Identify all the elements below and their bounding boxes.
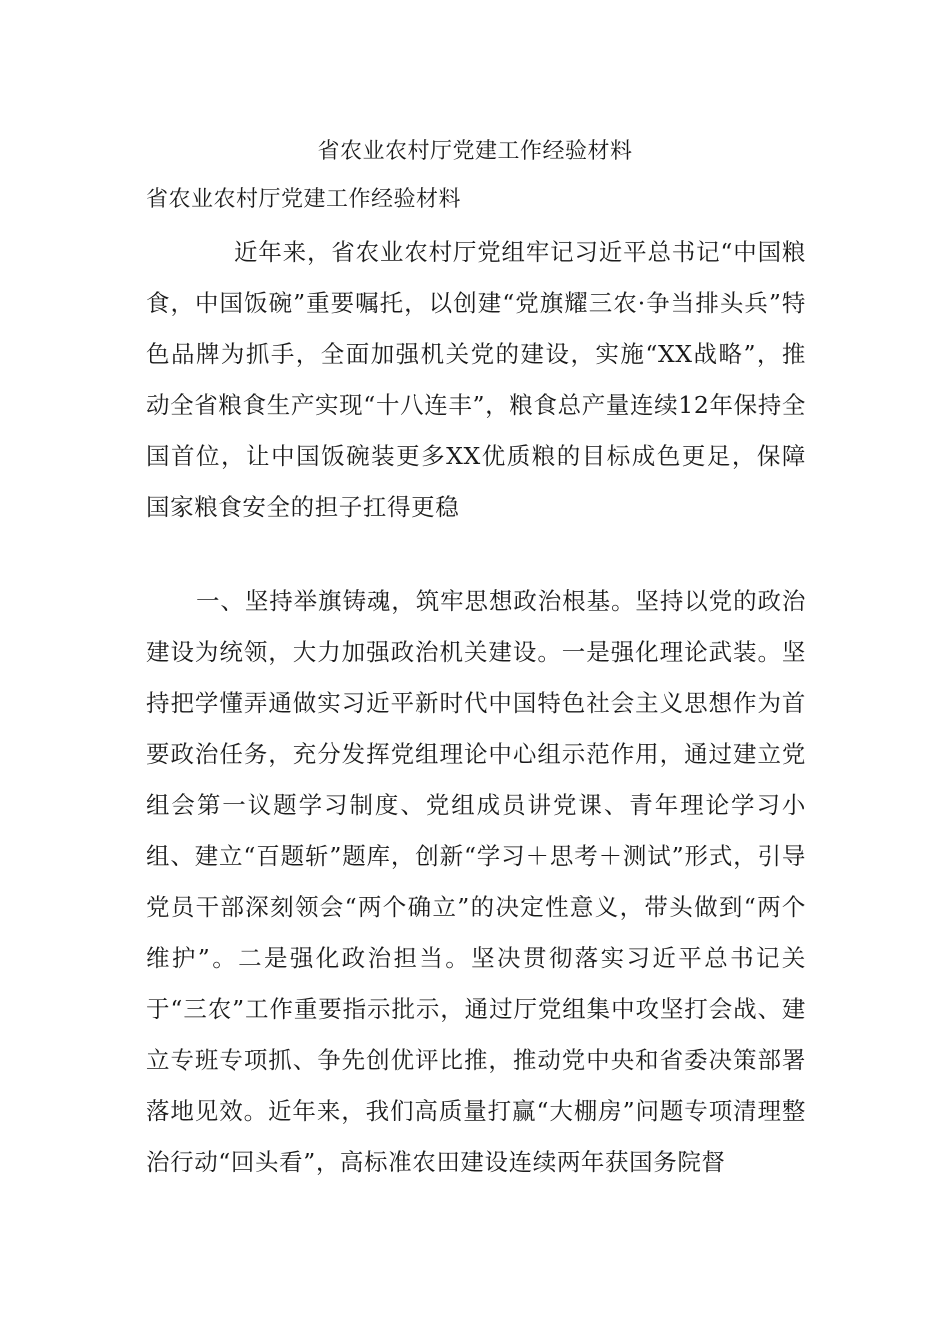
intro-paragraph: 近年来，省农业农村厅党组牢记习近平总书记“中国粮食，中国饭碗”重要嘱托，以创建“党旗耀三农·争当排头兵”特色品牌为抓手，全面加强机关党的建设，实施“XX战略”，推动全省粮食生产实现“十八连丰”，粮食总产量连续12年保持全国首位，让中国饭碗装更多XX优质粮的目标成色更足，保障国家粮食安全的担子扛得更稳: [146, 238, 806, 521]
section-one-paragraph: 一、坚持举旗铸魂，筑牢思想政治根基。坚持以党的政治建设为统领，大力加强政治机关建设。一是强化理论武装。坚持把学懂弄通做实习近平新时代中国特色社会主义思想作为首要政治任务，充分发挥党组理论中心组示范作用，通过建立党组会第一议题学习制度、党组成员讲党课、青年理论学习小组、建立“百题斩”题库，创新“学习＋思考＋测试”形式，引导党员干部深刻领会“两个确立”的决定性意义，带头做到“两个维护”。二是强化政治担当。坚决贯彻落实习近平总书记关于“三农”工作重要指示批示，通过厅党组集中攻坚打会战、建立专班专项抓、争先创优评比推，推动党中央和省委决策部署落地见效。近年来，我们高质量打赢“大棚房”问题专项清理整治行动“回头看”，高标准农田建设连续两年获国务院督: [146, 587, 806, 1176]
document-title: 省农业农村厅党建工作经验材料: [317, 139, 633, 164]
document-subtitle: 省农业农村厅党建工作经验材料: [146, 187, 462, 212]
